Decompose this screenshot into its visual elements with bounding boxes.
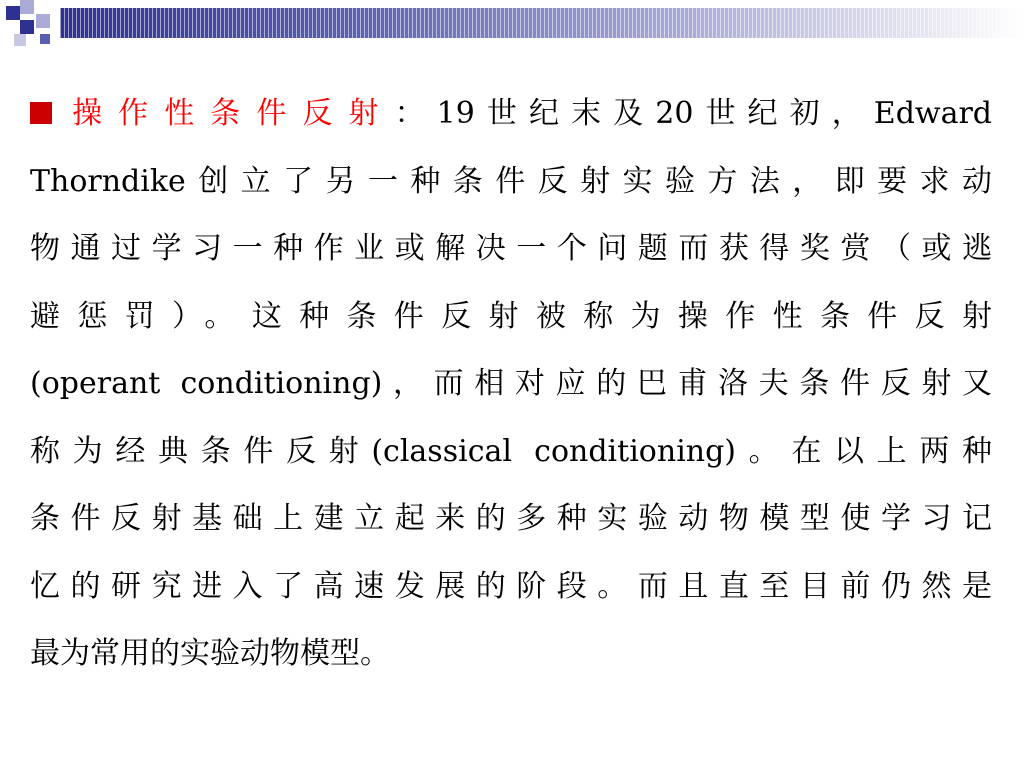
slide-body xyxy=(30,80,992,688)
term-operant-conditioning: 操作性条件反射 xyxy=(60,96,395,131)
header-square-lilac-3 xyxy=(14,34,26,46)
header-square-lilac-2 xyxy=(36,14,50,28)
text-line-4: 避惩罚）。这种条件反射被称为操作性条件反射 xyxy=(30,298,992,334)
text-line-3: 物通过学习一种作业或解决一个问题而获得奖赏（或逃 xyxy=(30,231,992,266)
header-bar-texture xyxy=(60,8,1024,38)
text-line-5: (operant conditioning)，而相对应的巴甫洛夫条件反射又 xyxy=(30,366,992,401)
text-line-2: Thorndike创立了另一种条件反射实验方法，即要求动 xyxy=(30,163,992,199)
header-square-lilac-1 xyxy=(20,0,34,14)
text-line-6: 称为经典条件反射(classical conditioning)。在以上两种 xyxy=(30,433,992,469)
text-line-9: 最为常用的实验动物模型。 xyxy=(30,636,390,671)
text-line-7: 条件反射基础上建立起来的多种实验动物模型使学习记 xyxy=(30,501,992,536)
body-text: ：19世纪末及20世纪初，Edward xyxy=(394,96,992,131)
text-line-8: 忆的研究进入了高速发展的阶段。而且直至目前仍然是 xyxy=(30,568,992,604)
header-square-navy-3 xyxy=(40,34,50,44)
bullet-square-icon xyxy=(30,102,52,124)
header-square-navy-1 xyxy=(6,6,20,20)
text-line-1 xyxy=(30,80,992,148)
header-square-navy-2 xyxy=(20,20,34,34)
